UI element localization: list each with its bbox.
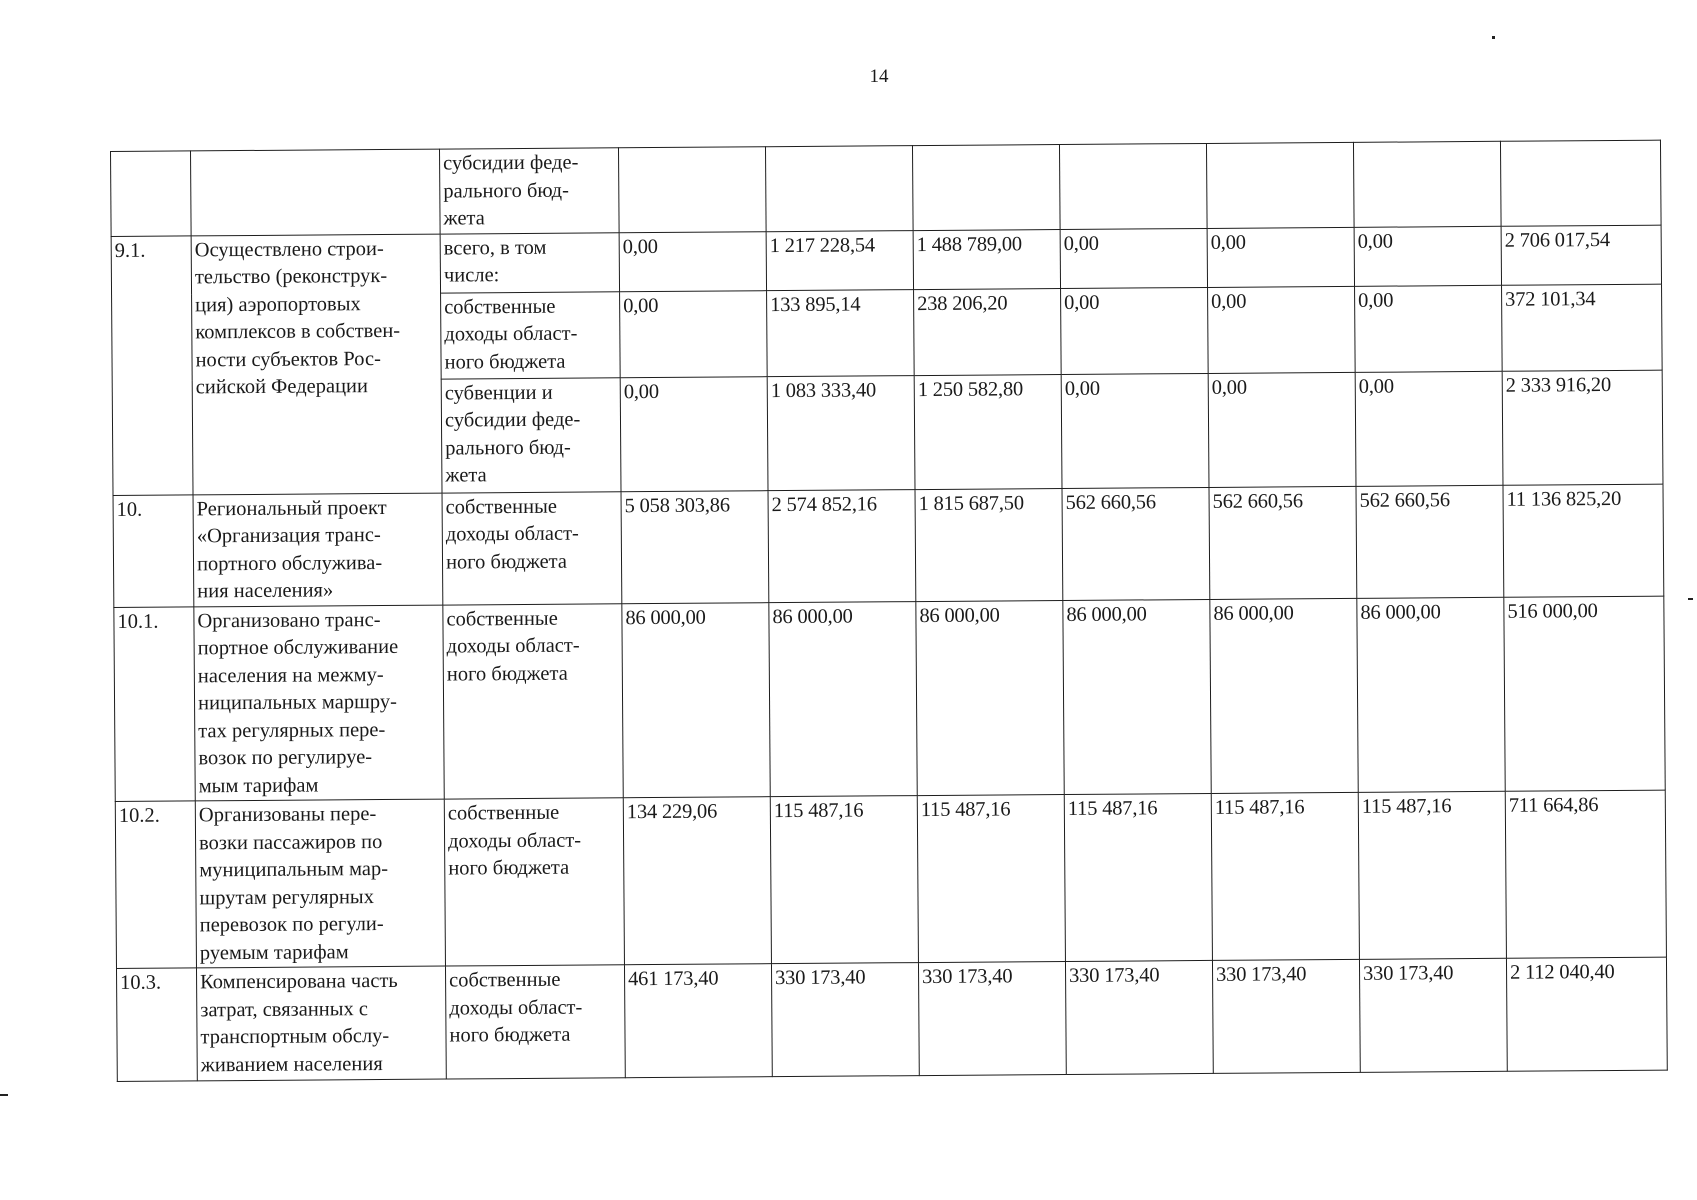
- funding-source: [442, 491, 622, 604]
- text-line: Региональный проект: [196, 496, 387, 520]
- value-cell: 2 112 040,40: [1506, 957, 1667, 1071]
- text-line: ного бюджета: [449, 1023, 571, 1047]
- value-cell: 516 000,00: [1504, 596, 1665, 792]
- table-body: [111, 140, 1668, 1081]
- value-cell: 562 660,56: [1356, 485, 1504, 598]
- text-line: возки пассажиров по: [198, 830, 383, 854]
- value-cell: 86 000,00: [916, 600, 1064, 796]
- value-cell: 330 173,40: [771, 963, 919, 1077]
- text-line: руемым тарифам: [199, 940, 349, 964]
- text-line: рального бюд-: [443, 179, 569, 203]
- text-line: портное обслуживание: [197, 635, 399, 660]
- value-cell: 1 815 687,50: [915, 488, 1063, 601]
- value-cell: 0,00: [1208, 372, 1356, 487]
- text-line: субсидии феде-: [443, 151, 579, 175]
- text-line: собственные: [446, 607, 558, 631]
- value-cell: 5 058 303,86: [621, 490, 769, 603]
- row-name: [194, 605, 444, 801]
- funding-source: [445, 965, 625, 1079]
- text-line: возок по регулируе-: [198, 746, 373, 770]
- text-line: ности субъектов Рос-: [195, 347, 381, 371]
- funding-source: [443, 603, 623, 799]
- funding-source: [441, 377, 621, 492]
- text-line: всего, в том: [443, 236, 547, 260]
- funding-source: [441, 291, 621, 378]
- value-cell: 134 229,06: [623, 797, 771, 965]
- value-cell: [1059, 143, 1207, 229]
- value-cell: [1500, 140, 1661, 226]
- text-line: числе:: [443, 264, 500, 287]
- table-row: [115, 790, 1666, 968]
- value-cell: 11 136 825,20: [1503, 484, 1664, 597]
- text-line: собственные: [447, 801, 560, 825]
- value-cell: 1 083 333,40: [767, 375, 915, 490]
- value-cell: 330 173,40: [1065, 960, 1213, 1074]
- value-cell: 0,00: [1061, 287, 1209, 374]
- text-line: живанием населения: [200, 1052, 383, 1076]
- scan-mark-left-edge: [0, 1094, 8, 1096]
- text-line: рального бюд-: [445, 436, 571, 460]
- value-cell: 330 173,40: [1359, 958, 1507, 1072]
- text-line: ниципальных маршру-: [197, 690, 397, 715]
- scan-mark-right-edge: [1688, 598, 1693, 600]
- value-cell: 2 574 852,16: [768, 489, 916, 602]
- text-line: жета: [443, 207, 485, 230]
- text-line: ция) аэропортовых: [195, 292, 361, 316]
- text-line: комплексов в собствен-: [195, 319, 401, 344]
- row-index: [111, 151, 192, 236]
- text-line: субсидии феде-: [444, 408, 581, 432]
- value-cell: 86 000,00: [622, 602, 770, 798]
- row-name: [191, 149, 441, 235]
- value-cell: 133 895,14: [767, 289, 915, 376]
- text-line: затрат, связанных с: [200, 997, 369, 1021]
- value-cell: 238 206,20: [914, 288, 1062, 375]
- value-cell: 372 101,34: [1502, 284, 1663, 371]
- text-line: тах регулярных пере-: [198, 718, 386, 742]
- value-cell: 0,00: [1355, 285, 1503, 372]
- value-cell: 330 173,40: [1212, 959, 1360, 1073]
- value-cell: 1 250 582,80: [914, 374, 1062, 489]
- value-cell: 115 487,16: [1064, 793, 1212, 961]
- row-index: 10.: [113, 494, 194, 607]
- value-cell: 86 000,00: [1210, 598, 1358, 794]
- text-line: тельство (реконструк-: [194, 264, 388, 289]
- funding-source: [440, 232, 619, 292]
- text-line: «Организация транс-: [196, 524, 381, 548]
- text-line: портного обслужива-: [196, 551, 383, 575]
- row-name: [196, 966, 446, 1081]
- value-cell: 86 000,00: [1063, 599, 1211, 795]
- text-line: доходы област-: [447, 829, 582, 853]
- row-index: 9.1.: [111, 235, 193, 495]
- text-line: Компенсирована часть: [200, 969, 398, 994]
- row-index: 10.1.: [114, 606, 195, 801]
- text-line: субвенции и: [444, 381, 553, 405]
- value-cell: 0,00: [1207, 227, 1354, 287]
- text-line: доходы област-: [449, 996, 583, 1020]
- value-cell: 330 173,40: [918, 962, 1066, 1076]
- row-name: [191, 234, 442, 495]
- value-cell: 0,00: [620, 376, 768, 491]
- value-cell: [618, 147, 766, 233]
- value-cell: 0,00: [619, 231, 766, 291]
- text-line: шрутам регулярных: [199, 885, 374, 909]
- budget-table-wrapper: [110, 140, 1667, 1082]
- value-cell: [1206, 142, 1354, 228]
- value-cell: 711 664,86: [1505, 790, 1666, 958]
- table-row: [113, 484, 1664, 607]
- text-line: Организовано транс-: [197, 608, 381, 632]
- row-name: [193, 493, 443, 607]
- text-line: собственные: [444, 295, 556, 319]
- value-cell: 0,00: [1061, 373, 1209, 488]
- table-row: [111, 140, 1662, 236]
- text-line: ного бюджета: [445, 550, 568, 574]
- row-name: [195, 799, 445, 968]
- budget-table: [110, 140, 1668, 1082]
- value-cell: [1353, 141, 1501, 227]
- value-cell: 562 660,56: [1209, 486, 1357, 599]
- page-number: 14: [869, 66, 889, 87]
- text-line: ного бюджета: [444, 350, 566, 374]
- text-line: доходы област-: [445, 522, 579, 546]
- text-line: ния населения»: [197, 579, 334, 603]
- value-cell: 115 487,16: [1358, 791, 1506, 959]
- value-cell: 2 706 017,54: [1501, 225, 1661, 285]
- row-index: 10.3.: [116, 968, 197, 1082]
- value-cell: 461 173,40: [624, 964, 772, 1078]
- table-row: [116, 957, 1667, 1081]
- funding-source: [444, 798, 624, 966]
- value-cell: 0,00: [1060, 228, 1207, 288]
- text-line: ного бюджета: [446, 662, 568, 686]
- value-cell: 0,00: [1354, 226, 1501, 286]
- value-cell: 562 660,56: [1062, 487, 1210, 600]
- text-line: Организованы пере-: [198, 803, 377, 827]
- value-cell: 115 487,16: [917, 795, 1065, 963]
- value-cell: [765, 146, 913, 232]
- value-cell: [912, 145, 1060, 231]
- value-cell: 1 488 789,00: [913, 229, 1060, 289]
- text-line: доходы област-: [446, 634, 580, 658]
- value-cell: 115 487,16: [770, 796, 918, 964]
- value-cell: 86 000,00: [769, 601, 917, 797]
- value-cell: 0,00: [1355, 371, 1503, 486]
- text-line: Осуществлено строи-: [194, 237, 384, 261]
- text-line: доходы област-: [444, 322, 578, 346]
- text-line: сийской Федерации: [195, 375, 369, 399]
- text-line: перевозок по регули-: [199, 913, 384, 937]
- text-line: мым тарифам: [198, 773, 319, 797]
- funding-source: [439, 148, 619, 234]
- value-cell: 1 217 228,54: [766, 230, 913, 290]
- table-row: [114, 596, 1665, 802]
- text-line: населения на межму-: [197, 663, 384, 687]
- text-line: ного бюджета: [448, 856, 570, 880]
- value-cell: 2 333 916,20: [1502, 370, 1663, 485]
- scan-mark-top-right: [1492, 36, 1495, 39]
- value-cell: 86 000,00: [1357, 597, 1505, 793]
- value-cell: 115 487,16: [1211, 792, 1359, 960]
- text-line: жета: [445, 464, 487, 487]
- text-line: транспортным обслу-: [200, 1024, 390, 1049]
- text-line: собственные: [445, 495, 558, 519]
- text-line: муниципальным мар-: [199, 857, 389, 882]
- text-line: собственные: [449, 968, 561, 992]
- value-cell: 0,00: [1208, 286, 1356, 373]
- row-index: 10.2.: [115, 801, 196, 969]
- value-cell: 0,00: [620, 290, 768, 377]
